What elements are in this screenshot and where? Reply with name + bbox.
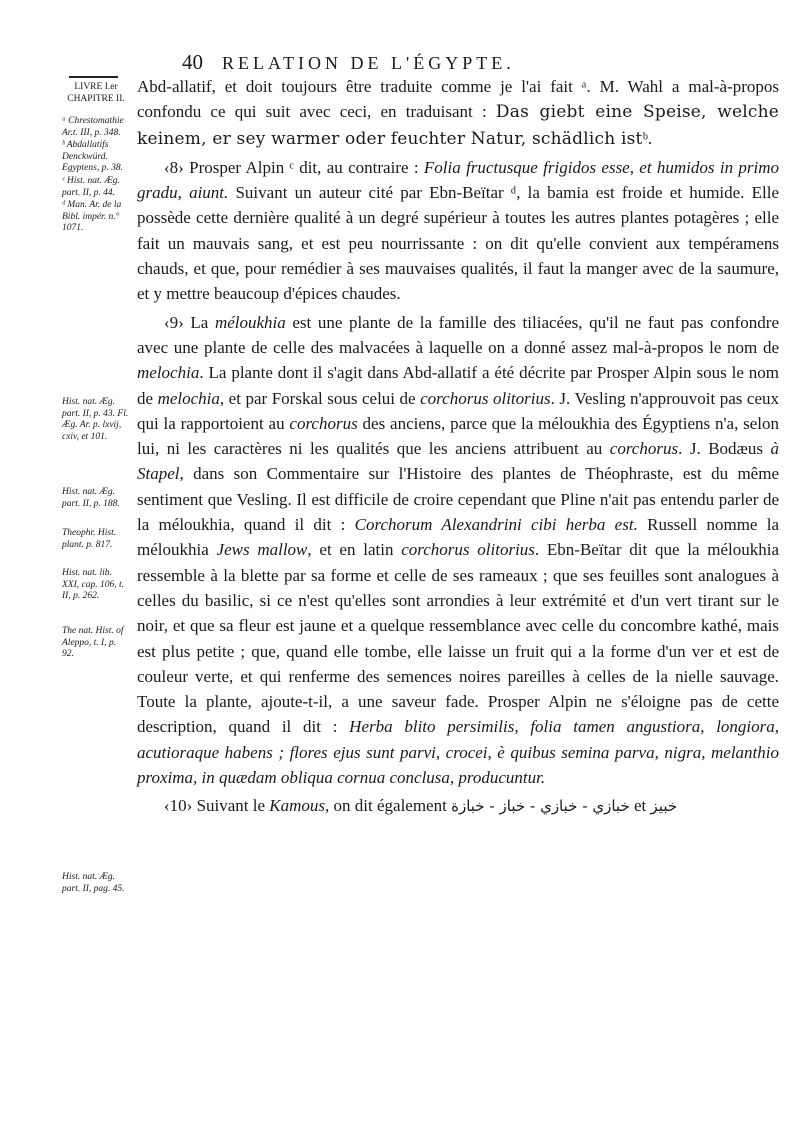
italic-term: Kamous bbox=[269, 796, 326, 816]
page-number: 40 bbox=[182, 50, 203, 74]
arabic-word: خبيز bbox=[650, 797, 678, 816]
header-rule bbox=[69, 76, 118, 78]
text-run: Suivant un auteur cité par Ebn-Beïtar ᵈ, la bamia est froide et humide. Elle possède cette dernière qualité à un degré supérieur à toutes les autres plantes potagères ; elle fait un mauvais sang, et est peu nourrissante : on dit qu'elle convient aux tempéramens chauds, et que, pour remédier à ses mauvaises qualités, il faut la manger avec de la saumure, et y mettre beaucoup d'épices chaudes. bbox=[137, 183, 780, 304]
margin-chapter-label: CHAPITRE II. bbox=[67, 93, 125, 104]
text-run: , on dit également bbox=[325, 796, 447, 816]
text-run: , dans son Commentaire sur l'Histoire des plantes de Théophraste, est du même sentiment que Vesling. Il est difficile de croire cependant que Pline n'ait pas entendu parler de la méloukhia, quand il dit : bbox=[137, 464, 779, 535]
text-run: et bbox=[633, 796, 647, 816]
text-run: . Ebn-Beïtar dit que la méloukhia ressemble à la blette par sa forme et celle de ses rameaux ; que ses feuilles sont analogues à celles du basilic, si ce n'est qu'elles sont arrondies à leur extrémité et d'un vert tirant sur le noir, et que sa fleur est jaune et a quelque ressemblance avec celle du concombre kathé, mais est plus petite ; que, quand elle tombe, elle laisse un fruit qui a la forme d'un ver et est de couleur verte, et qui renferme des semences noires pareilles à celles de la nielle sauvage. Toute la plante, ajoute-t-il, a une saveur fade. Prosper Alpin ne s'éloigne pas de cette description, quand il dit : bbox=[137, 540, 780, 737]
text-run: Russell nomme la méloukhia bbox=[137, 515, 780, 560]
main-text bbox=[137, 74, 779, 820]
italic-term: à Stapel bbox=[137, 439, 779, 484]
italic-term: melochia bbox=[137, 363, 200, 383]
margin-ref-4: Hist. nat. lib. XXI, cap. 106, t. II, p. 262. bbox=[62, 568, 125, 601]
latin-quote: Folia fructusque frigidos esse, et humidos in primo gradu, aiunt. bbox=[137, 157, 780, 203]
italic-term: Jews mallow bbox=[216, 540, 308, 560]
text-run: Abd-allatif, et doit toujours être traduite comme je l'ai fait ᵃ. M. Wahl a mal-à-propos confondu ce qui suit avec ceci, en traduisant : bbox=[137, 77, 779, 122]
italic-term: melochia bbox=[157, 388, 220, 408]
latin-quote: Herba blito persimilis, folia tamen angustiora, longiora, acutioraque habens ; flores ejus sunt parvi, crocei, è quibus semina parva, nigra, melanthio proxima, in quædam obliqua cornua conclusa, producuntur. bbox=[137, 717, 780, 788]
text-run: ‹8› Prosper Alpin ᶜ dit, au contraire : bbox=[164, 157, 419, 177]
margin-note-c: ᶜ Hist. nat. Æg. part. II, p. 44. bbox=[62, 176, 120, 198]
margin-book: LIVRE I.er bbox=[74, 82, 118, 92]
footnote-marker: ᵇ. bbox=[642, 128, 653, 148]
margin-note-a: ᵃ Chrestomathie Ar.t. III, p. 348. bbox=[62, 116, 124, 138]
paragraph-10 bbox=[137, 793, 779, 819]
text-run: ‹10› Suivant le bbox=[164, 796, 266, 816]
margin-ref-2: Hist. nat. Æg. part. II, p. 188. bbox=[62, 487, 120, 509]
margin-chapter bbox=[62, 82, 130, 105]
text-run: . J. Bodæus bbox=[678, 439, 763, 459]
paragraph-7 bbox=[137, 74, 779, 152]
paragraph-9 bbox=[137, 310, 779, 791]
margin-ref-1: Hist. nat. Æg. part. II, p. 43. Fl. Æg. Ar. p. lxvij, cxiv, et 101. bbox=[62, 397, 129, 442]
margin-note-b: ᵇ Abdallatifs Denckwürd. Egyptens, p. 38. bbox=[62, 140, 123, 173]
text-run: . J. Vesling n'approuvoit pas ceux qui la rapportoient au bbox=[137, 388, 780, 433]
italic-term: corchorus olitorius bbox=[420, 388, 551, 408]
italic-term: corchorus olitorius bbox=[401, 540, 535, 560]
text-run: est une plante de la famille des tiliacées, qu'il ne faut pas confondre avec une plante de celle des malvacées à laquelle on a donné assez mal-à-propos le nom de bbox=[137, 312, 779, 357]
margin-note-d: ᵈ Man. Ar. de la Bibl. impér. n.° 1071. bbox=[62, 200, 122, 233]
text-run: ‹9› La bbox=[164, 312, 209, 332]
arabic-words: خبازي - خبازي - خباز - خبازة bbox=[451, 797, 630, 816]
text-run: , et par Forskal sous celui de bbox=[219, 388, 416, 408]
text-run: des anciens, parce que la méloukhia des Égyptiens n'a, selon lui, ni les caractères ni les qualités que les anciens attribuent au bbox=[137, 413, 780, 459]
italic-term: méloukhia bbox=[214, 312, 286, 332]
margin-ref-3: Theophr. Hist. plant. p. 817. bbox=[62, 528, 117, 550]
german-quote: Das giebt eine Speise, welche keinem, er sey warmer oder feuchter Natur, schädlich ist bbox=[137, 102, 779, 149]
margin-ref-6: Hist. nat. Æg. part. II, pag. 45. bbox=[62, 872, 125, 894]
running-title: RELATION DE L'ÉGYPTE. bbox=[222, 53, 515, 73]
margin-ref-5: The nat. Hist. of Aleppo, t. I, p. 92. bbox=[62, 626, 124, 659]
italic-term: corchorus bbox=[289, 413, 358, 433]
text-run: . La plante dont il s'agit dans Abd-allatif a été décrite par Prosper Alpin sous le nom de bbox=[137, 363, 779, 408]
latin-quote: Corchorum Alexandrini cibi herba est. bbox=[354, 515, 638, 535]
italic-term: corchorus bbox=[609, 439, 679, 459]
text-run: , et en latin bbox=[307, 540, 394, 560]
paragraph-8 bbox=[137, 155, 779, 307]
